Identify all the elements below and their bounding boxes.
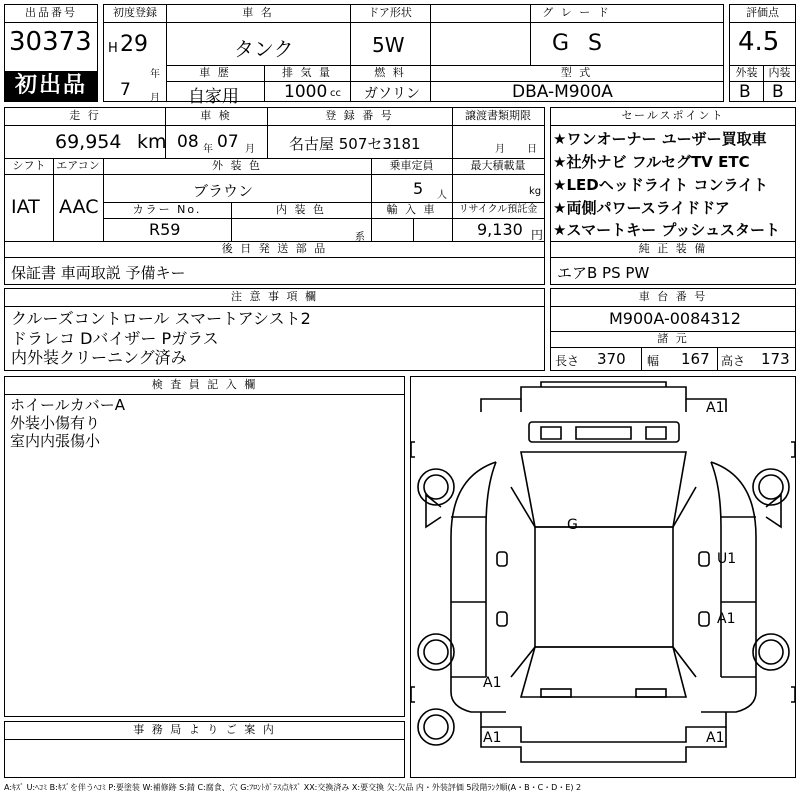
length: 370 bbox=[597, 350, 626, 368]
damage-mark: U1 bbox=[717, 551, 737, 567]
mileage-unit: km bbox=[137, 131, 167, 153]
ac: AAC bbox=[59, 196, 99, 218]
car-diagram-box bbox=[410, 376, 796, 778]
first-listing-badge: 初出品 bbox=[5, 71, 97, 101]
era: H bbox=[108, 41, 118, 56]
color-no-label: カラー No. bbox=[132, 203, 202, 216]
office-label: 事 務 局 よ り ご 案 内 bbox=[133, 723, 276, 736]
first-reg-label: 初度登録 bbox=[113, 6, 157, 19]
inspection-label: 車 検 bbox=[200, 109, 232, 122]
sales-point-item: ★スマートキー プッシュスタート bbox=[553, 221, 781, 239]
width: 167 bbox=[681, 350, 710, 368]
reg-month: 7 bbox=[120, 80, 131, 100]
grade: G S bbox=[552, 31, 609, 56]
vehicle-info-box bbox=[103, 4, 724, 107]
capacity: 5 bbox=[413, 179, 424, 198]
main-info-box bbox=[4, 107, 545, 285]
sales-point-item: ★ワンオーナー ユーザー買取車 bbox=[553, 130, 767, 148]
model: DBA-M900A bbox=[512, 82, 613, 102]
damage-mark: A1 bbox=[706, 730, 725, 746]
exterior-color: ブラウン bbox=[193, 182, 254, 200]
score: 4.5 bbox=[738, 27, 780, 57]
length-label: 長さ bbox=[555, 354, 580, 368]
recycle: 9,130 bbox=[477, 220, 523, 239]
car-diagram bbox=[411, 377, 795, 777]
recycle-unit: 円 bbox=[531, 228, 544, 242]
transfer-month-unit: 月 bbox=[495, 144, 505, 155]
sales-points-label: セールスポイント bbox=[621, 109, 725, 122]
damage-mark: A1 bbox=[483, 730, 502, 746]
insp-year-unit: 年 bbox=[203, 144, 213, 155]
recycle-label: リサイクル預託金 bbox=[458, 204, 538, 215]
legend: A:ｷｽﾞ U:ﾍｺﾐ B:ｷｽﾞを伴うﾍｺﾐ P:要塗装 W:補修跡 S:錆 C:腐食、穴 G:ﾌﾛﾝﾄｶﾞﾗｽ点ｷｽﾞ XX:交換済み X:要交換 欠:欠品 内・外装評価 5段階ﾗﾝｸ順(A・B・C・D・E) 2 bbox=[4, 783, 582, 792]
transfer-label: 譲渡書類期限 bbox=[465, 109, 531, 122]
history-label: 車 歴 bbox=[199, 66, 231, 79]
exterior-label: 外装 bbox=[735, 66, 758, 79]
door-type: 5W bbox=[372, 33, 405, 57]
plate-label: 登 録 番 号 bbox=[325, 109, 394, 122]
insp-month-unit: 月 bbox=[245, 144, 255, 155]
score-box bbox=[729, 4, 796, 102]
dims-label: 諸 元 bbox=[657, 332, 689, 345]
sales-point-item: ★LEDヘッドライト コンライト bbox=[553, 176, 769, 194]
plate-number: 名古屋 507セ3181 bbox=[289, 135, 421, 153]
history: 自家用 bbox=[188, 87, 239, 107]
grade-label: グ レ ー ド bbox=[542, 6, 611, 19]
interior-score: B bbox=[772, 82, 784, 102]
displacement: 1000 bbox=[284, 82, 328, 102]
damage-mark: A1 bbox=[717, 611, 736, 627]
sales-point-item: ★両側パワースライドドア bbox=[553, 199, 730, 217]
note-line: クルーズコントロール スマートアシスト2 bbox=[11, 309, 311, 328]
genuine-label: 純 正 装 備 bbox=[638, 242, 708, 255]
exterior-score: B bbox=[739, 82, 751, 102]
genuine-equipment: エアB PS PW bbox=[557, 264, 650, 282]
displacement-label: 排 気 量 bbox=[282, 66, 332, 79]
reg-year: 29 bbox=[120, 32, 148, 57]
car-name-label: 車 名 bbox=[242, 6, 274, 19]
lot-number: 30373 bbox=[9, 27, 92, 57]
height-label: 高さ bbox=[721, 354, 746, 368]
year-unit: 年 bbox=[150, 69, 160, 80]
car-name: タンク bbox=[234, 37, 294, 61]
inspector-line: 室内内張傷小 bbox=[10, 432, 101, 450]
interior-label: 内装 bbox=[768, 66, 791, 79]
lot-number-label: 出品番号 bbox=[25, 6, 77, 19]
damage-mark: A1 bbox=[706, 400, 725, 416]
ac-label: エアコン bbox=[56, 159, 100, 172]
load-unit: kg bbox=[529, 186, 542, 197]
later-parts-label: 後 日 発 送 部 品 bbox=[221, 242, 328, 255]
mileage: 69,954 bbox=[55, 131, 122, 153]
capacity-unit: 人 bbox=[437, 190, 447, 201]
int-color-label: 内 装 色 bbox=[276, 203, 326, 216]
color-label: 外 装 色 bbox=[212, 159, 262, 172]
transfer-day-unit: 日 bbox=[527, 144, 537, 155]
height: 173 bbox=[761, 350, 790, 368]
office-box bbox=[4, 721, 405, 778]
score-label: 評価点 bbox=[746, 6, 779, 19]
chassis-box bbox=[550, 288, 796, 371]
fuel: ガソリン bbox=[364, 86, 420, 102]
int-color-unit: 系 bbox=[355, 232, 365, 243]
shift-label: シフト bbox=[12, 159, 46, 172]
damage-mark: G bbox=[567, 517, 578, 533]
inspector-label: 検 査 員 記 入 欄 bbox=[151, 378, 258, 391]
capacity-label: 乗車定員 bbox=[389, 159, 434, 172]
chassis-label: 車 台 番 号 bbox=[638, 290, 708, 303]
door-label: ドア形状 bbox=[368, 6, 412, 19]
inspector-line: 外装小傷有り bbox=[10, 414, 101, 432]
mileage-label: 走 行 bbox=[69, 109, 101, 122]
inspector-line: ホイールカバーA bbox=[10, 396, 125, 414]
width-label: 幅 bbox=[647, 354, 660, 368]
model-label: 型 式 bbox=[560, 66, 593, 79]
load-label: 最大積載量 bbox=[470, 159, 526, 172]
insp-month: 07 bbox=[217, 132, 239, 152]
shift: IAT bbox=[11, 196, 40, 218]
lot-number-box bbox=[4, 4, 98, 102]
later-parts: 保証書 車両取説 予備キー bbox=[11, 264, 186, 282]
note-line: ドラレコ Dバイザー Pガラス bbox=[11, 329, 219, 348]
sales-points-box bbox=[550, 107, 796, 285]
notes-box bbox=[4, 288, 545, 371]
note-line: 内外装クリーニング済み bbox=[11, 348, 187, 367]
notes-label: 注 意 事 項 欄 bbox=[231, 290, 318, 303]
month-unit: 月 bbox=[150, 93, 160, 104]
insp-year: 08 bbox=[177, 132, 199, 152]
damage-mark: A1 bbox=[483, 675, 502, 691]
sales-point-item: ★社外ナビ フルセグTV ETC bbox=[553, 153, 750, 171]
inspector-box bbox=[4, 376, 405, 717]
chassis-number: M900A-0084312 bbox=[609, 309, 741, 328]
fuel-label: 燃 料 bbox=[374, 66, 406, 79]
color-no: R59 bbox=[149, 220, 181, 239]
import-label: 輸 入 車 bbox=[386, 203, 437, 216]
displacement-unit: cc bbox=[330, 88, 341, 99]
